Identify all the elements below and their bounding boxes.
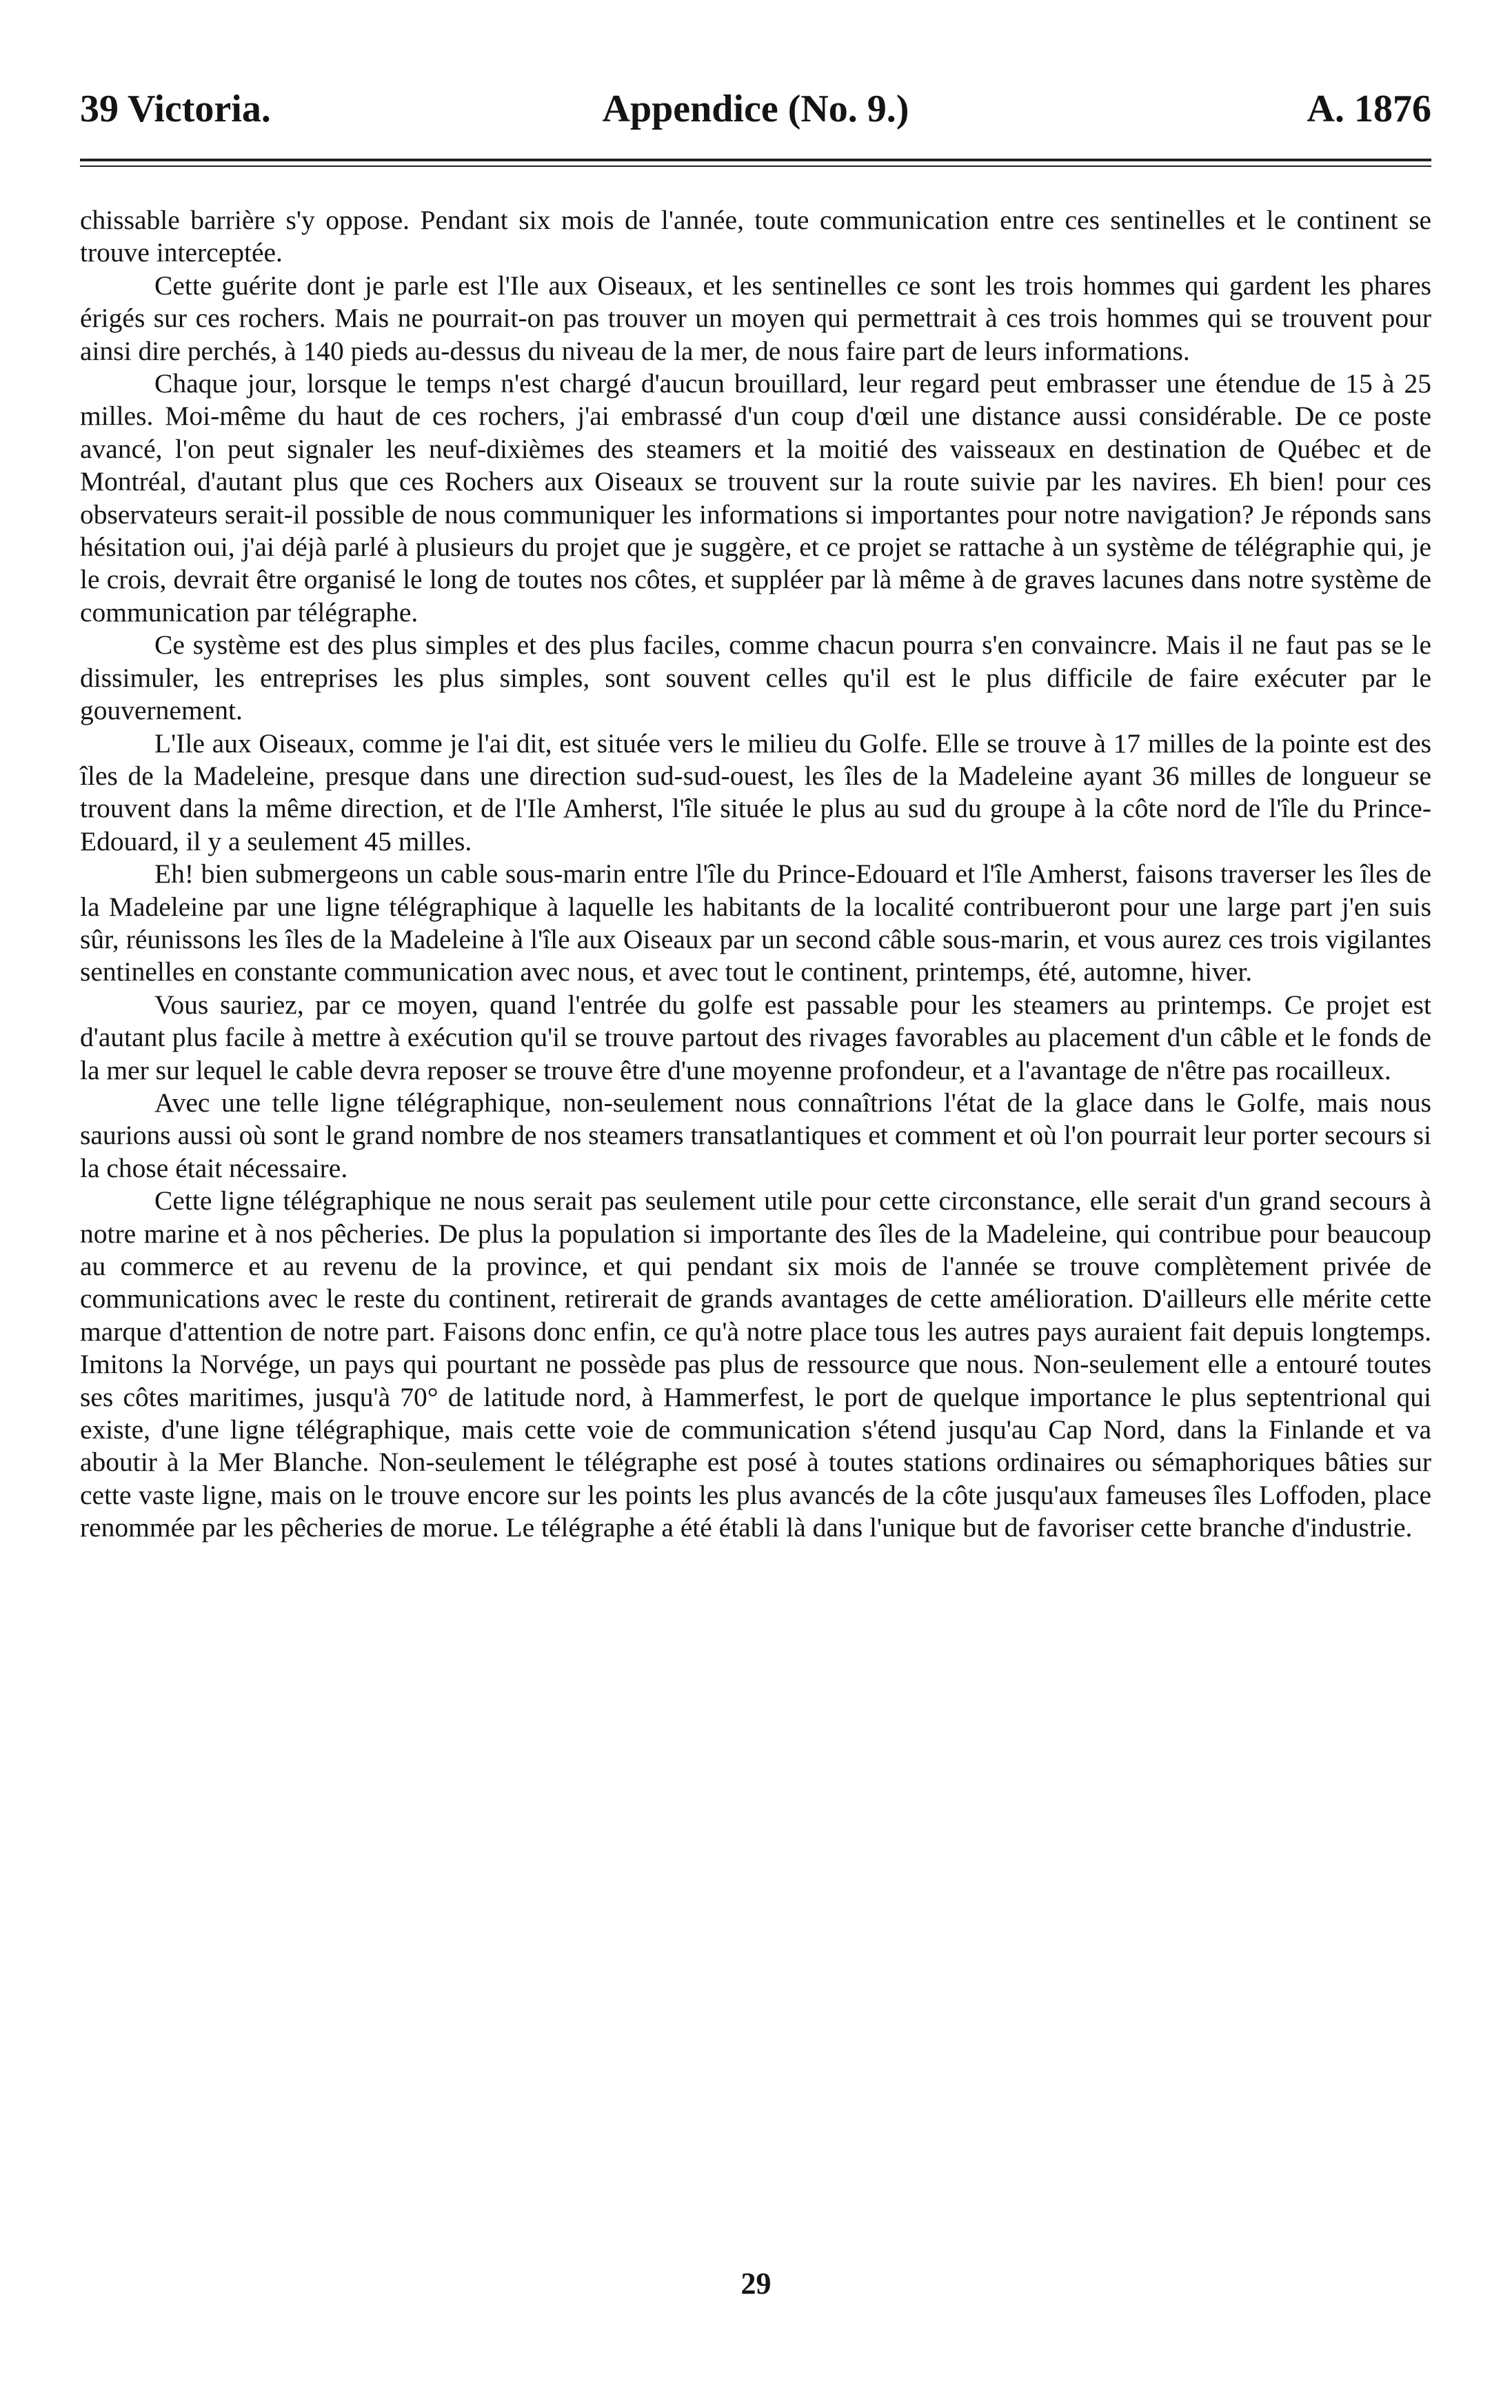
- paragraph-9: Cette ligne télégraphique ne nous serait pas seulement utile pour cette circonstance, elle serait d'un grand secours à notre marine et à nos pêcheries. De plus la population si importante des îles de la Madeleine, qui contribue pour beaucoup au commerce et au revenu de la province, et qui pendant six mois de l'année se trouve complètement privée de communications avec le reste du continent, retirerait de grands avantages de cette amélioration. D'ailleurs elle mérite cette marque d'attention de notre part. Faisons donc enfin, ce qu'à notre place tous les autres pays auraient fait depuis longtemps. Imitons la Norvége, un pays qui pourtant ne possède pas plus de ressource que nous. Non-seulement elle a entouré toutes ses côtes maritimes, jusqu'à 70° de latitude nord, à Hammerfest, le port de quelque importance le plus septentrional qui existe, d'une ligne télégraphique, mais cette voie de communication s'étend jusqu'au Cap Nord, dans la Finlande et va aboutir à la Mer Blanche. Non-seulement le télégraphe est posé à toutes stations ordinaires ou sémaphoriques bâties sur cette vaste ligne, mais on le trouve encore sur les points les plus avancés de la côte jusqu'aux fameuses îles Loffoden, place renommée par les pêcheries de morue. Le télégraphe a été établi là dans l'unique but de favoriser cette branche d'industrie.: [80, 1185, 1431, 1543]
- page-number: 29: [740, 2267, 772, 2300]
- running-header: [80, 81, 1431, 137]
- header-year: A. 1876: [1307, 88, 1431, 130]
- paragraph-3: Chaque jour, lorsque le temps n'est chargé d'aucun brouillard, leur regard peut embrasser une étendue de 15 à 25 milles. Moi-même du haut de ces rochers, j'ai embrassé d'un coup d'œil une distance aussi considérable. De ce poste avancé, l'on peut signaler les neuf-dixièmes des steamers et la moitié des vaisseaux en destination de Québec et de Montréal, d'autant plus que ces Rochers aux Oiseaux se trouvent sur la route suivie par les navires. Eh bien! pour ces observateurs serait-il possible de nous communiquer les informations si importantes pour notre navigation? Je réponds sans hésitation oui, j'ai déjà parlé à plusieurs du projet que je suggère, et ce projet se rattache à un système de télégraphie qui, je le crois, devrait être organisé le long de toutes nos côtes, et suppléer par là même à de graves lacunes dans notre système de communication par télégraphe.: [80, 368, 1431, 628]
- paragraph-7: Vous sauriez, par ce moyen, quand l'entrée du golfe est passable pour les steamers au printemps. Ce projet est d'autant plus facile à mettre à exécution qu'il se trouve partout des rivages favorables au placement d'un câble et le fonds de la mer sur lequel le cable devra reposer se trouve être d'une moyenne profondeur, et a l'avantage de n'être pas rocailleux.: [80, 989, 1431, 1085]
- header-session: 39 Victoria.: [80, 88, 271, 130]
- paragraph-4: Ce système est des plus simples et des plus faciles, comme chacun pourra s'en convaincre. Mais il ne faut pas se le dissimuler, les entreprises les plus simples, sont souvent celles qu'il est le plus difficile de faire exécuter par le gouvernement.: [80, 630, 1431, 726]
- header-rule-thick: [80, 159, 1431, 161]
- paragraph-5: L'Ile aux Oiseaux, comme je l'ai dit, est située vers le milieu du Golfe. Elle se trouve à 17 milles de la pointe est des îles de la Madeleine, presque dans une direction sud-sud-ouest, les îles de la Madeleine ayant 36 milles de longueur se trouvent dans la même direction, et de l'Ile Amherst, l'île située le plus au sud du groupe à la côte nord de l'île du Prince-Edouard, il y a seulement 45 milles.: [80, 728, 1431, 856]
- paragraph-6: Eh! bien submergeons un cable sous-marin entre l'île du Prince-Edouard et l'île Amherst, faisons traverser les îles de la Madeleine par une ligne télégraphique à laquelle les habitants de la localité contribueront pour une large part j'en suis sûr, réunissons les îles de la Madeleine à l'île aux Oiseaux par un second câble sous-marin, et vous aurez ces trois vigilantes sentinelles en constante communication avec nous, et avec tout le continent, printemps, été, automne, hiver.: [80, 859, 1431, 987]
- paragraph-2: Cette guérite dont je parle est l'Ile aux Oiseaux, et les sentinelles ce sont les trois hommes qui gardent les phares érigés sur ces rochers. Mais ne pourrait-on pas trouver un moyen qui permettrait à ces trois hommes qui se trouvent pour ainsi dire perchés, à 140 pieds au-dessus du niveau de la mer, de nous faire part de leurs informations.: [80, 270, 1431, 366]
- header-rule-thin: [80, 165, 1431, 167]
- paragraph-8: Avec une telle ligne télégraphique, non-seulement nous connaîtrions l'état de la glace dans le Golfe, mais nous saurions aussi où sont le grand nombre de nos steamers transatlantiques et comment et où l'on pourrait leur porter secours si la chose était nécessaire.: [80, 1087, 1431, 1183]
- paragraph-1: chissable barrière s'y oppose. Pendant six mois de l'année, toute communication entre ces sentinelles et le continent se trouve interceptée.: [80, 205, 1431, 268]
- body-text: [80, 204, 1431, 1545]
- header-appendix: Appendice (No. 9.): [602, 88, 909, 130]
